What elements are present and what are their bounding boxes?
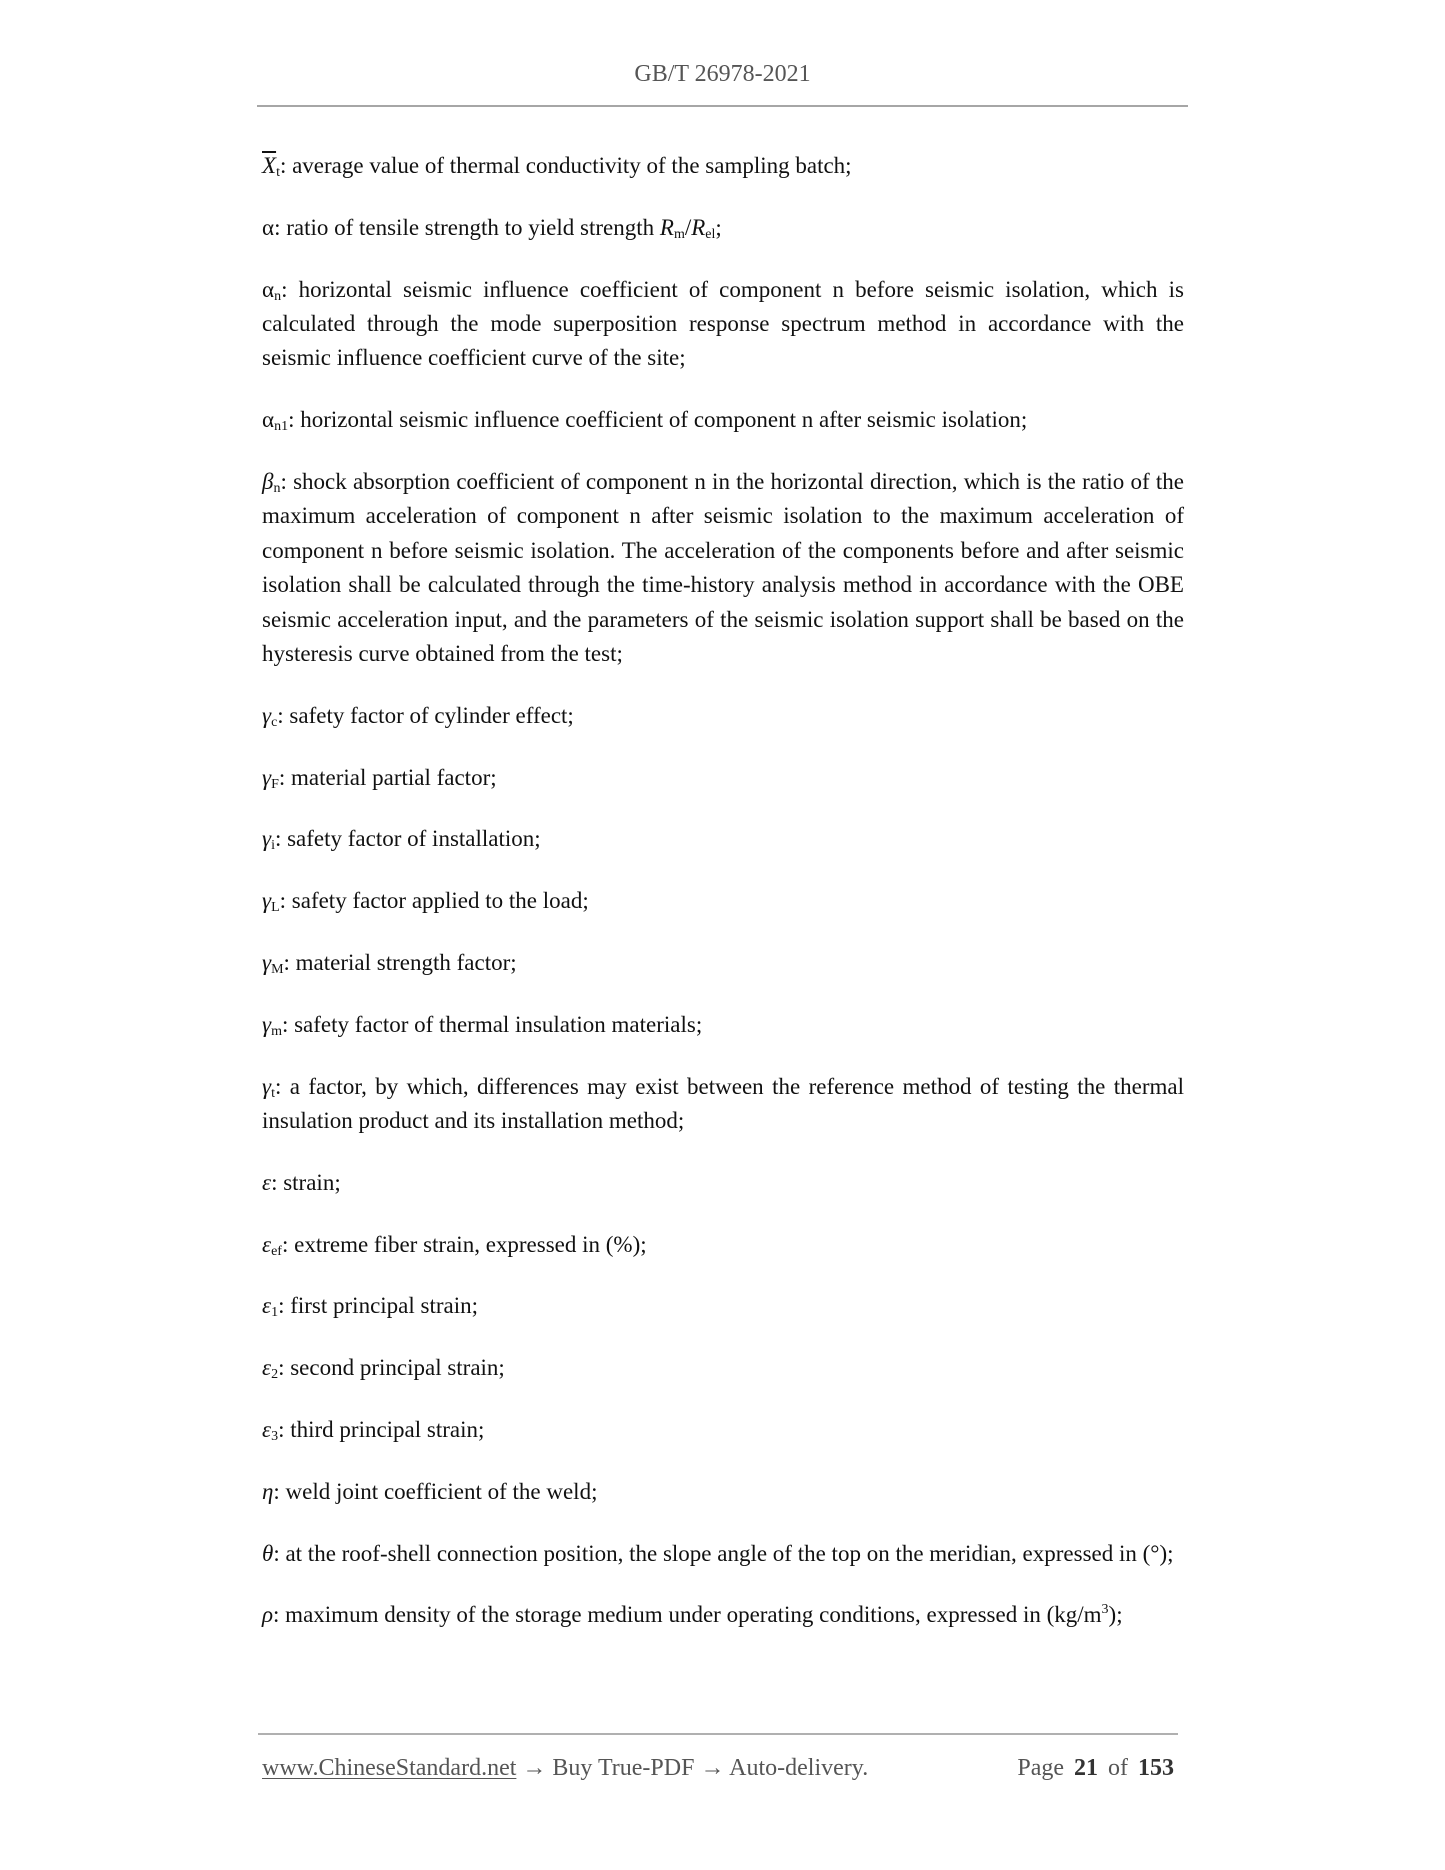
slash: / (684, 214, 692, 240)
subscript: 1 (271, 1305, 279, 1321)
definition-text-end: ); (1108, 1602, 1123, 1628)
definition-epsilon-ef (262, 1228, 1184, 1262)
symbol: α (262, 214, 275, 240)
running-header: GB/T 26978-2021 (634, 61, 811, 87)
symbol-definitions (262, 149, 1184, 1660)
definition-alpha-n (262, 273, 1184, 376)
buy-true-pdf-text: Buy True-PDF (552, 1755, 695, 1781)
footer-promo (262, 1753, 868, 1783)
symbol: γ (262, 950, 272, 976)
superscript: 3 (1101, 1602, 1109, 1618)
subscript: n (274, 288, 282, 304)
header-divider (257, 105, 1188, 107)
definition-text: : third principal strain; (278, 1417, 485, 1442)
definition-text: : horizontal seismic influence coefficient of component n before seismic isolation, which is calculated through the mode superposition response spectrum method in accordance with the seismic influence coefficient curve of the site; (262, 276, 1184, 371)
symbol-r: R (691, 214, 706, 240)
symbol: η (262, 1478, 274, 1504)
definition-epsilon-2 (262, 1351, 1184, 1385)
definition-gamma-t (262, 1070, 1184, 1139)
definition-gamma-m-lower (262, 1008, 1184, 1042)
definition-text: : first principal strain; (278, 1293, 479, 1319)
page-indicator (1017, 1753, 1174, 1783)
definition-gamma-i (262, 822, 1184, 856)
subscript: ef (271, 1243, 282, 1259)
symbol: γ (262, 1073, 272, 1099)
symbol: ε (262, 1231, 272, 1257)
definition-gamma-c (262, 699, 1184, 733)
definition-text: : a factor, by which, differences may exist between the reference method of testing the thermal insulation product and its installation method; (262, 1073, 1184, 1134)
subscript: m (271, 1023, 282, 1039)
definition-text: : average value of thermal conductivity of the sampling batch; (279, 153, 852, 178)
symbol: ε (262, 1293, 272, 1319)
definition-text: : material strength factor; (283, 950, 517, 976)
auto-delivery-text: Auto-delivery. (729, 1755, 869, 1781)
arrow-right-icon: → (694, 1755, 730, 1781)
definition-alpha-n1 (262, 403, 1184, 437)
symbol: β (262, 469, 274, 494)
subscript: 2 (271, 1367, 279, 1383)
definition-text: : ratio of tensile strength to yield strength (274, 214, 660, 240)
definition-text: : safety factor of cylinder effect; (277, 702, 574, 728)
definition-theta (262, 1537, 1184, 1571)
definition-text: : horizontal seismic influence coefficient of component n after seismic isolation; (288, 407, 1028, 433)
definition-text: : safety factor of installation; (274, 826, 541, 852)
definition-epsilon (262, 1166, 1184, 1200)
subscript: t (276, 165, 280, 180)
symbol: ρ (262, 1602, 274, 1628)
definition-gamma-f (262, 761, 1184, 795)
definition-rho (262, 1598, 1184, 1632)
symbol: γ (262, 702, 272, 728)
page-number: 21 (1074, 1755, 1098, 1781)
total-pages: 153 (1138, 1755, 1174, 1781)
symbol: α (262, 407, 275, 433)
definition-epsilon-1 (262, 1289, 1184, 1323)
subscript: n (273, 481, 281, 496)
symbol: γ (262, 826, 272, 852)
definition-text: : extreme fiber strain, expressed in (%); (281, 1231, 647, 1257)
subscript: c (271, 714, 278, 730)
symbol: ε (262, 1417, 272, 1442)
definition-text: : safety factor of thermal insulation materials; (281, 1011, 703, 1037)
definition-beta-n (262, 465, 1184, 671)
subscript: t (271, 1085, 275, 1101)
symbol: γ (262, 1011, 272, 1037)
definition-text: : maximum density of the storage medium under operating conditions, expressed in (kg/m (273, 1602, 1102, 1628)
subscript: m (673, 226, 685, 242)
of-label: of (1108, 1755, 1128, 1781)
symbol: ε (262, 1355, 272, 1381)
definition-eta (262, 1475, 1184, 1509)
subscript: F (271, 776, 279, 792)
definition-text: : strain; (271, 1169, 341, 1195)
arrow-right-icon: → (516, 1755, 553, 1781)
punctuation: ; (715, 214, 722, 240)
subscript: el (705, 226, 716, 242)
subscript: M (271, 962, 284, 978)
subscript: 3 (271, 1429, 279, 1444)
definition-gamma-m-upper (262, 946, 1184, 980)
page-footer (262, 1753, 1174, 1783)
symbol: γ (262, 888, 272, 914)
symbol: θ (262, 1540, 274, 1566)
page-label: Page (1017, 1755, 1064, 1781)
chinesestandard-link[interactable]: www.ChineseStandard.net (262, 1755, 517, 1781)
symbol: $\overline{X}$ (262, 153, 277, 178)
definition-epsilon-3 (262, 1413, 1184, 1447)
definition-text: : safety factor applied to the load; (279, 888, 589, 914)
symbol: α (262, 276, 275, 302)
definition-text: : weld joint coefficient of the weld; (273, 1478, 598, 1504)
footer-divider (258, 1733, 1178, 1735)
definition-text: : second principal strain; (278, 1355, 505, 1381)
definition-x-bar-t (262, 149, 1184, 183)
subscript: L (271, 900, 280, 916)
symbol: γ (262, 764, 272, 790)
subscript: i (271, 838, 275, 854)
definition-text: : shock absorption coefficient of component n in the horizontal direction, which is the ratio of the maximum acceleration of component n after seismic isolation to the maximum acceleration of component n before seismic isolation. The acceleration of the components before and after seismic isolation shall be calculated through the time-history analysis method in accordance with the OBE seismic acceleration input, and the parameters of the seismic isolation support shall be based on the hysteresis curve obtained from the test; (262, 469, 1184, 667)
subscript: n1 (274, 419, 289, 435)
symbol: ε (262, 1169, 272, 1195)
definition-text: : at the roof-shell connection position, the slope angle of the top on the meridian, expressed in (°); (273, 1540, 1174, 1566)
definition-gamma-l (262, 884, 1184, 918)
definition-text: : material partial factor; (278, 764, 497, 790)
symbol-r: R (659, 214, 674, 240)
definition-alpha (262, 211, 1184, 245)
